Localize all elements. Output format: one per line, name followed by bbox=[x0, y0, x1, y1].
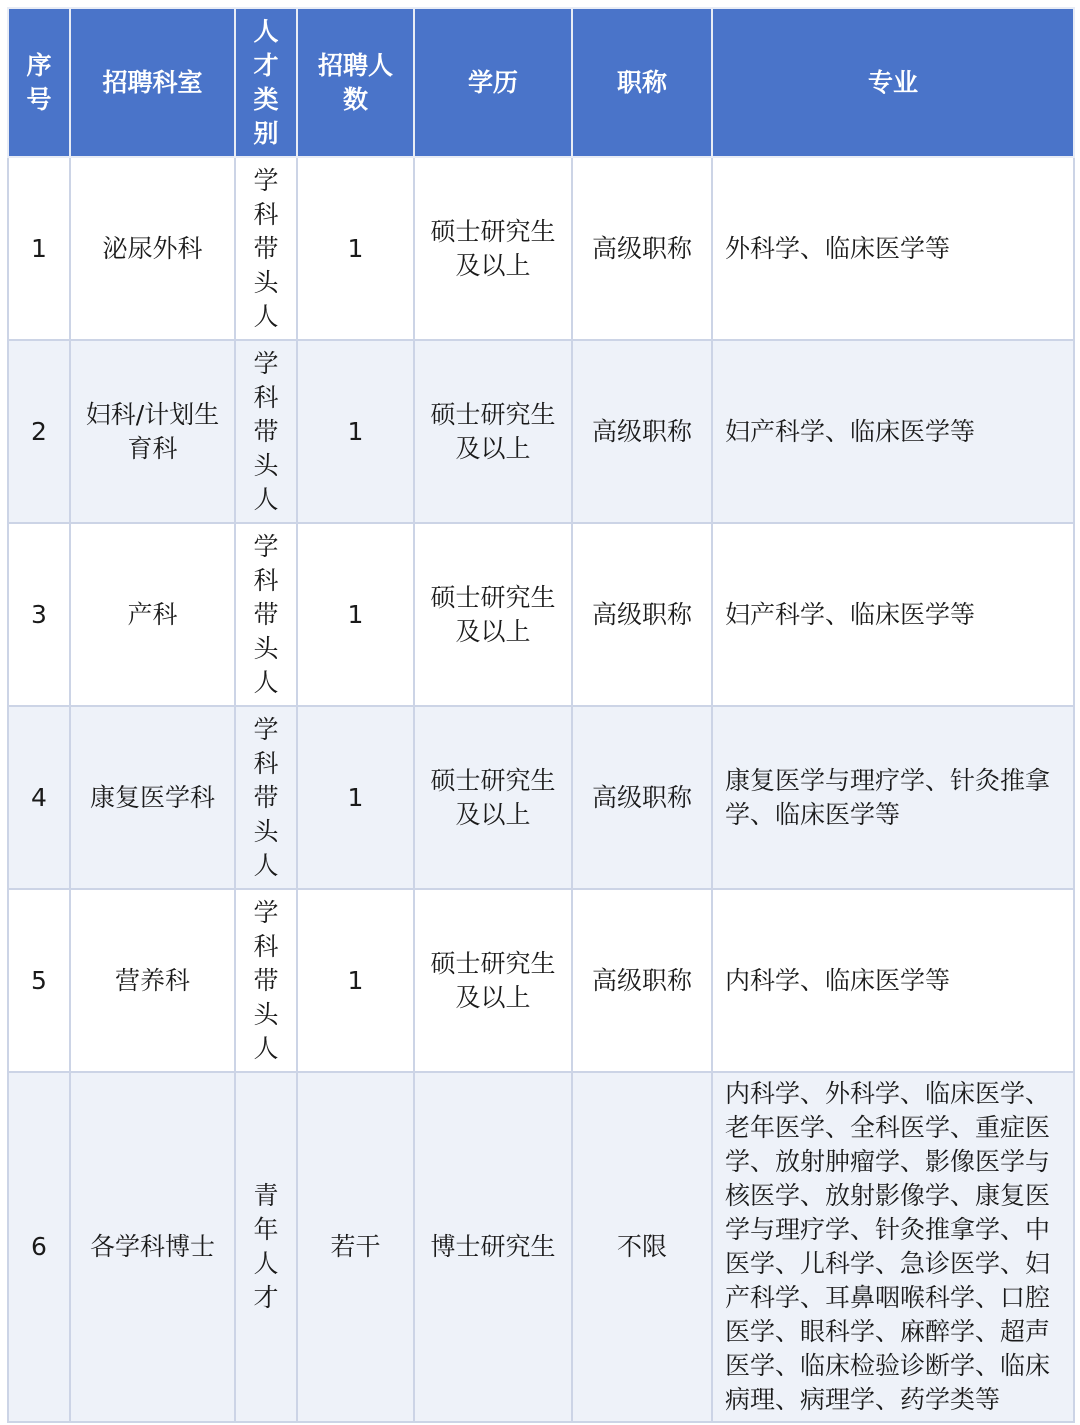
cell-category: 学科带头人 bbox=[235, 340, 297, 523]
header-major: 专业 bbox=[712, 8, 1074, 157]
table-row bbox=[8, 523, 1074, 706]
cell-title: 高级职称 bbox=[572, 523, 712, 706]
header-dept: 招聘科室 bbox=[70, 8, 235, 157]
cell-dept: 泌尿外科 bbox=[70, 157, 235, 340]
cell-category: 学科带头人 bbox=[235, 889, 297, 1072]
cell-seq: 3 bbox=[8, 523, 70, 706]
cell-count: 1 bbox=[297, 340, 414, 523]
cell-count: 1 bbox=[297, 706, 414, 889]
cell-title: 高级职称 bbox=[572, 889, 712, 1072]
cell-edu: 硕士研究生及以上 bbox=[414, 340, 572, 523]
cell-dept: 营养科 bbox=[70, 889, 235, 1072]
header-seq: 序号 bbox=[8, 8, 70, 157]
cell-major: 妇产科学、临床医学等 bbox=[712, 340, 1074, 523]
cell-edu: 博士研究生 bbox=[414, 1072, 572, 1422]
cell-dept: 康复医学科 bbox=[70, 706, 235, 889]
table-row bbox=[8, 706, 1074, 889]
cell-seq: 6 bbox=[8, 1072, 70, 1422]
cell-dept: 各学科博士 bbox=[70, 1072, 235, 1422]
cell-major: 妇产科学、临床医学等 bbox=[712, 523, 1074, 706]
cell-category: 学科带头人 bbox=[235, 157, 297, 340]
cell-major: 内科学、外科学、临床医学、老年医学、全科医学、重症医学、放射肿瘤学、影像医学与核医学、放射影像学、康复医学与理疗学、针灸推拿学、中医学、儿科学、急诊医学、妇产科学、耳鼻咽喉科学、口腔医学、眼科学、麻醉学、超声医学、临床检验诊断学、临床病理、病理学、药学类等 bbox=[712, 1072, 1074, 1422]
cell-title: 不限 bbox=[572, 1072, 712, 1422]
cell-seq: 5 bbox=[8, 889, 70, 1072]
cell-category: 青年人才 bbox=[235, 1072, 297, 1422]
cell-major: 康复医学与理疗学、针灸推拿学、临床医学等 bbox=[712, 706, 1074, 889]
cell-seq: 1 bbox=[8, 157, 70, 340]
cell-title: 高级职称 bbox=[572, 706, 712, 889]
header-row bbox=[8, 8, 1074, 157]
cell-dept: 妇科/计划生育科 bbox=[70, 340, 235, 523]
cell-dept: 产科 bbox=[70, 523, 235, 706]
table-row bbox=[8, 889, 1074, 1072]
cell-count: 若干 bbox=[297, 1072, 414, 1422]
cell-category: 学科带头人 bbox=[235, 706, 297, 889]
header-count: 招聘人数 bbox=[297, 8, 414, 157]
cell-title: 高级职称 bbox=[572, 340, 712, 523]
cell-edu: 硕士研究生及以上 bbox=[414, 706, 572, 889]
header-edu: 学历 bbox=[414, 8, 572, 157]
cell-edu: 硕士研究生及以上 bbox=[414, 889, 572, 1072]
cell-count: 1 bbox=[297, 157, 414, 340]
cell-count: 1 bbox=[297, 523, 414, 706]
cell-major: 内科学、临床医学等 bbox=[712, 889, 1074, 1072]
recruitment-table-container bbox=[7, 7, 1073, 1421]
cell-count: 1 bbox=[297, 889, 414, 1072]
header-title: 职称 bbox=[572, 8, 712, 157]
cell-major: 外科学、临床医学等 bbox=[712, 157, 1074, 340]
cell-edu: 硕士研究生及以上 bbox=[414, 523, 572, 706]
cell-title: 高级职称 bbox=[572, 157, 712, 340]
cell-seq: 2 bbox=[8, 340, 70, 523]
recruitment-table bbox=[7, 7, 1075, 1423]
table-row bbox=[8, 340, 1074, 523]
cell-category: 学科带头人 bbox=[235, 523, 297, 706]
header-category: 人才类别 bbox=[235, 8, 297, 157]
cell-seq: 4 bbox=[8, 706, 70, 889]
table-row bbox=[8, 157, 1074, 340]
cell-edu: 硕士研究生及以上 bbox=[414, 157, 572, 340]
table-row bbox=[8, 1072, 1074, 1422]
